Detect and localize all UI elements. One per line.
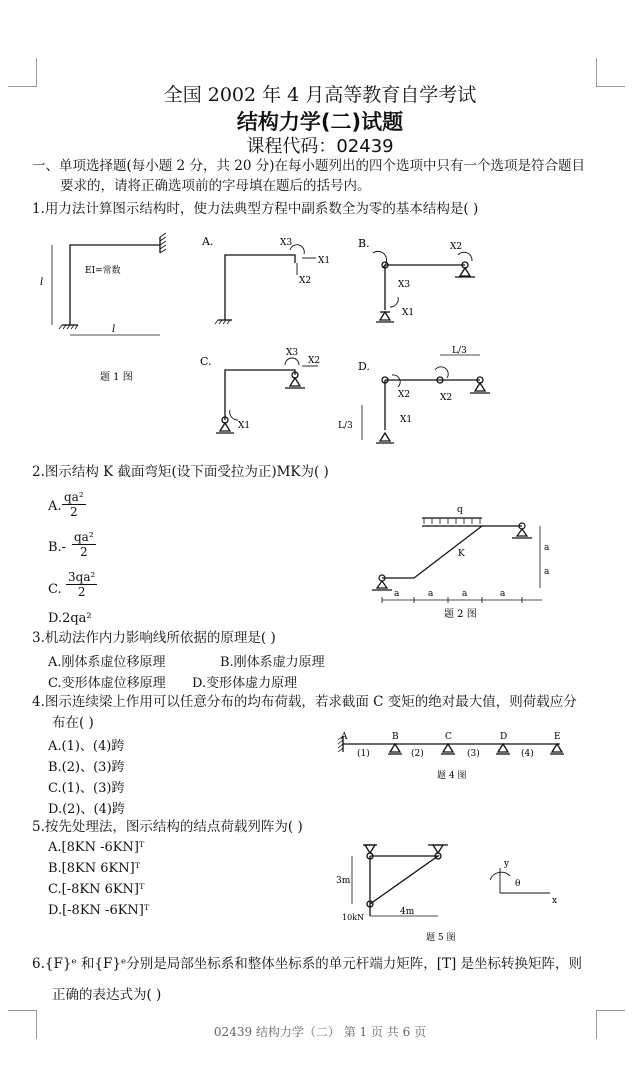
- fig5-theta-label: θ: [515, 879, 521, 889]
- fig1-length-label: l: [112, 324, 116, 335]
- q4-option-a[interactable]: A.(1)、(4)跨: [48, 739, 125, 754]
- q2-c-denominator: 2: [77, 585, 86, 599]
- section-heading-line2: 要求的，请将正确选项前的字母填在题后的括号内。: [60, 178, 371, 194]
- q2-c-numerator: 3qa²: [68, 570, 96, 584]
- question-1-text: 1.用力法计算图示结构时，使力法典型方程中副系数全为零的基本结构是( ): [32, 201, 479, 217]
- q5-option-d[interactable]: D.[-8KN -6KN]ᵀ: [48, 903, 150, 918]
- fig2-k-label: K: [458, 549, 465, 559]
- fig2-q-label: q: [457, 505, 463, 515]
- fig4-span-1: (1): [357, 749, 370, 759]
- fig2-a-span-4: a: [500, 589, 506, 599]
- fig1-c-x2: X2: [308, 356, 321, 366]
- fig1-b-x3: X3: [398, 280, 411, 290]
- fig4-node-c: C: [445, 732, 452, 742]
- fig1-d-l3-top: L/3: [452, 346, 467, 356]
- fig1-option-a-label: A.: [202, 235, 214, 248]
- fig1-d-x2b: X2: [440, 393, 453, 403]
- fig1-c-x1: X1: [238, 421, 251, 431]
- q4-option-d[interactable]: D.(2)、(4)跨: [48, 802, 125, 817]
- q2-a-numerator: qa²: [64, 490, 84, 504]
- q4-option-b[interactable]: B.(2)、(3)跨: [48, 760, 125, 775]
- fig1-ei-label: EI=常数: [85, 266, 121, 276]
- question-5-figure: [330, 838, 590, 948]
- question-4-figure: [335, 728, 575, 783]
- fig1-a-x1: X1: [318, 256, 331, 266]
- fig5-x-axis-label: x: [552, 896, 558, 906]
- q5-option-b[interactable]: B.[8KN 6KN]ᵀ: [48, 861, 141, 876]
- question-4-text-line1: 4.图示连续梁上作用可以任意分布的均布荷载，若求截面 C 变矩的绝对最大值，则荷载应分: [32, 694, 577, 710]
- fig1-a-x3: X3: [280, 238, 293, 248]
- q2-option-a-fraction: [62, 490, 86, 519]
- q2-option-b-fraction: [72, 530, 96, 559]
- fig1-a-x2: X2: [299, 276, 312, 286]
- page-footer: 02439 结构力学（二） 第 1 页 共 6 页: [213, 1025, 427, 1039]
- fig4-span-4: (4): [521, 749, 534, 759]
- fig4-node-b: B: [392, 732, 399, 742]
- q2-a-denominator: 2: [70, 505, 78, 519]
- q2-option-a-prefix[interactable]: A.: [48, 499, 62, 514]
- fig5-3m-label: 3m: [336, 876, 351, 886]
- q5-option-c[interactable]: C.[-8KN 6KN]ᵀ: [48, 882, 145, 897]
- fig5-10kn-label: 10kN: [342, 913, 365, 922]
- fig2-a-span-2: a: [428, 589, 434, 599]
- q3-option-d[interactable]: D.变形体虚力原理: [192, 676, 298, 691]
- question-2-figure: [362, 500, 562, 622]
- question-5-text: 5.按先处理法，图示结构的结点荷载列阵为( ): [32, 819, 303, 835]
- question-2-text: 2.图示结构 K 截面弯矩(设下面受拉为正)MK为( ): [32, 464, 329, 480]
- fig4-node-d: D: [500, 732, 508, 742]
- q2-b-numerator: qa²: [74, 530, 94, 544]
- fig2-a-span-3: a: [462, 589, 468, 599]
- fig1-caption: 题 1 图: [100, 372, 133, 383]
- q5-option-a[interactable]: A.[8KN -6KN]ᵀ: [48, 840, 145, 855]
- fig2-a-vertical-2: a: [544, 567, 550, 577]
- course-code: 课程代码：02439: [246, 136, 394, 157]
- question-6-text-line1: 6.{F}ᵉ 和{F}ᵉ分别是局部坐标系和整体坐标系的单元杆端力矩阵，[T] 是坐标转换矩阵，则: [32, 956, 583, 972]
- fig2-caption: 题 2 图: [444, 609, 477, 620]
- exam-title: 全国 2002 年 4 月高等教育自学考试: [163, 84, 477, 106]
- fig5-y-axis-label: y: [504, 859, 510, 869]
- q2-option-d[interactable]: D.2qa²: [48, 611, 92, 626]
- q3-option-b[interactable]: B.刚体系虚力原理: [220, 655, 325, 670]
- question-3-text: 3.机动法作内力影响线所依据的原理是( ): [32, 630, 276, 646]
- fig1-option-c-label: C.: [200, 355, 212, 368]
- fig1-option-d-label: D.: [358, 360, 370, 373]
- fig2-a-vertical-1: a: [544, 543, 550, 553]
- fig4-span-2: (2): [411, 749, 424, 759]
- fig1-d-l3-left: L/3: [338, 421, 353, 431]
- question-6-text-line2: 正确的表达式为( ): [52, 987, 162, 1003]
- fig1-c-x3: X3: [286, 348, 299, 358]
- fig4-caption: 题 4 图: [437, 771, 467, 781]
- fig4-node-a: A: [341, 732, 348, 742]
- q2-option-b-prefix[interactable]: B.-: [48, 540, 67, 555]
- fig2-a-span-1: a: [394, 589, 400, 599]
- question-4-text-line2: 布在( ): [52, 715, 94, 731]
- q2-b-denominator: 2: [80, 545, 88, 559]
- fig1-d-x1: X1: [400, 415, 413, 425]
- fig1-height-label: l: [40, 277, 44, 288]
- fig4-node-e: E: [554, 732, 561, 742]
- fig1-option-b-label: B.: [358, 237, 370, 250]
- fig1-d-x2a: X2: [398, 390, 411, 400]
- q4-option-c[interactable]: C.(1)、(3)跨: [48, 781, 125, 796]
- fig1-b-x2: X2: [450, 242, 463, 252]
- section-heading-line1: 一、单项选择题(每小题 2 分，共 20 分)在每小题列出的四个选项中只有一个选项是符合题目: [32, 158, 585, 174]
- q3-option-a[interactable]: A.刚体系虚位移原理: [48, 655, 166, 670]
- fig1-b-x1: X1: [402, 308, 415, 318]
- fig4-span-3: (3): [467, 749, 480, 759]
- q2-option-c-fraction: [66, 570, 97, 599]
- q3-option-c[interactable]: C.变形体虚位移原理: [48, 676, 166, 691]
- q2-option-c-prefix[interactable]: C.: [48, 582, 62, 597]
- fig5-4m-label: 4m: [400, 907, 415, 917]
- question-1-figure: [40, 225, 560, 455]
- subject-title: 结构力学(二)试题: [236, 110, 404, 134]
- fig5-caption: 题 5 图: [426, 933, 456, 943]
